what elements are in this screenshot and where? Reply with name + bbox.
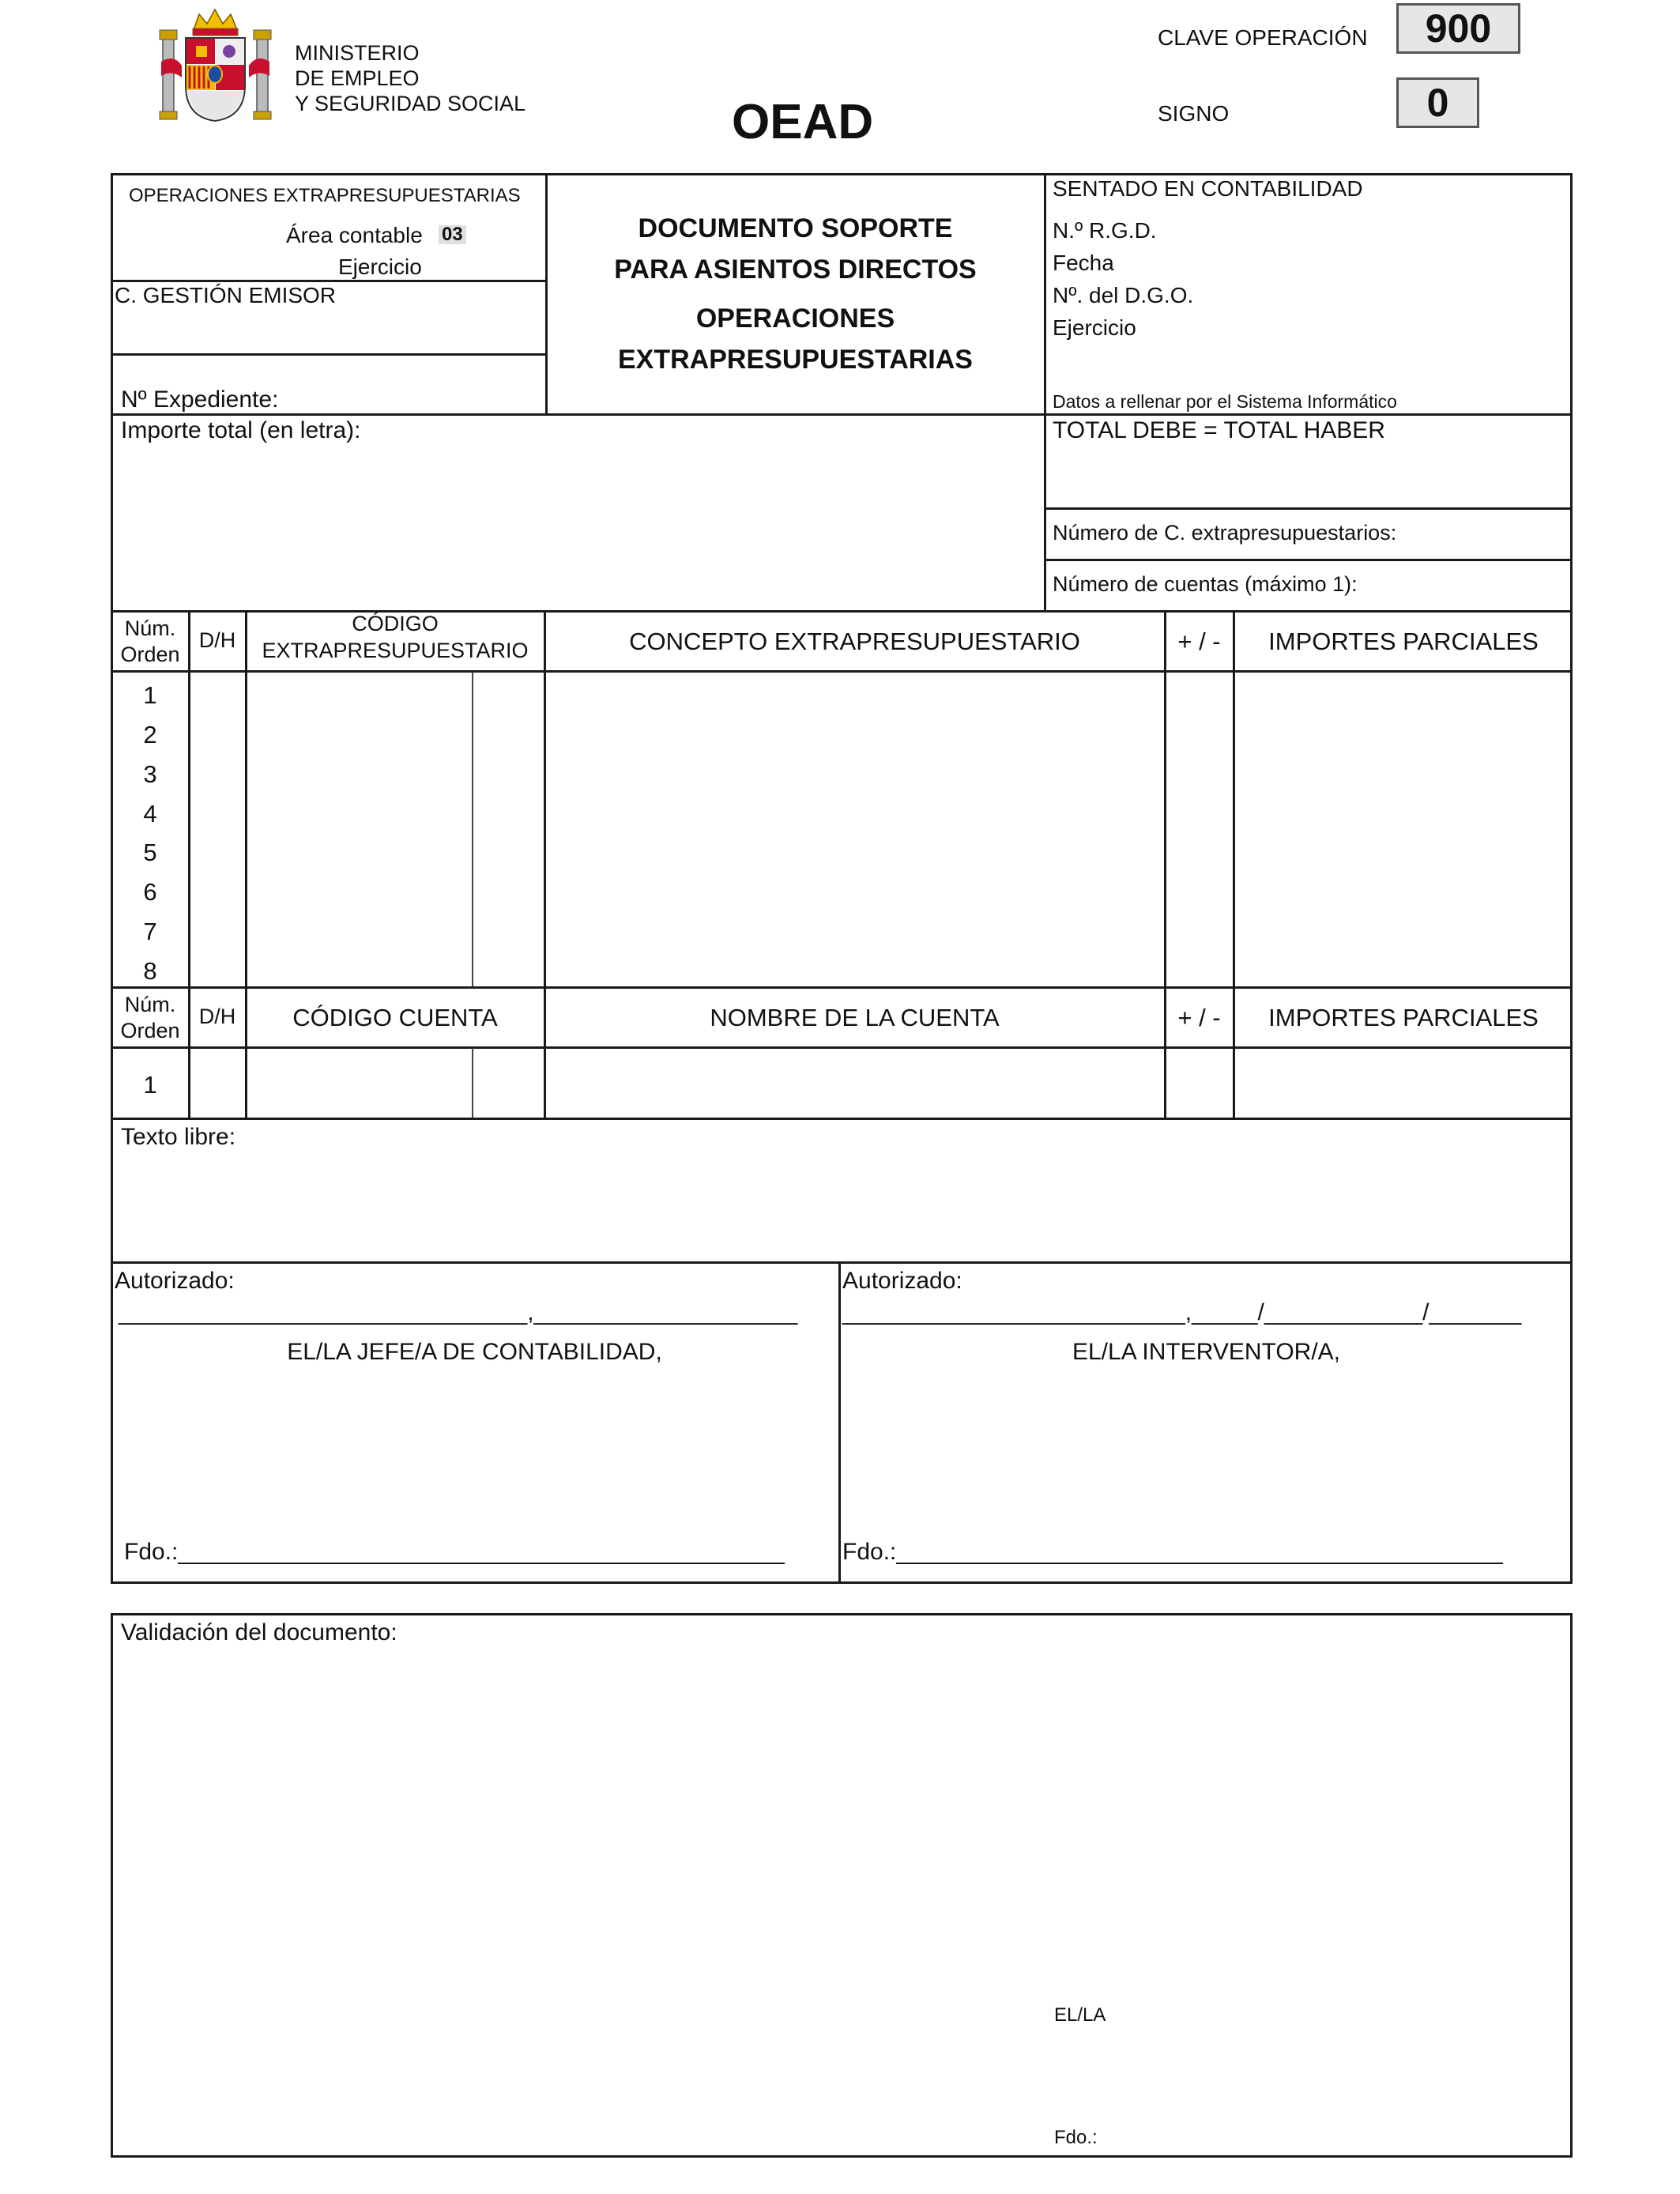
fdo-left-line: Fdo.:______________________________________________ [124,1539,785,1565]
rule [111,280,546,282]
num-c-extra-label: Número de C. extrapresupuestarios: [1053,521,1397,545]
rule [111,670,1573,673]
jefe-contabilidad-role: EL/LA JEFE/A DE CONTABILIDAD, [287,1339,662,1365]
table-row: 1 [143,681,157,709]
signo-label: SIGNO [1158,101,1230,126]
rule [1233,610,1235,1118]
table-row: 7 [143,918,157,945]
rule [111,1046,1573,1049]
clave-operacion-label: CLAVE OPERACIÓN [1158,25,1368,50]
doc-title-line-4: EXTRAPRESUPUESTARIAS [618,345,973,375]
ministry-line-1: MINISTERIO [295,41,420,65]
rule [111,413,1573,416]
table-row: 1 [143,1071,157,1099]
autorizado-left-line: _______________________________,____________________ [119,1299,798,1325]
t1-col-code-line2: EXTRAPRESUPUESTARIO [262,639,529,662]
table-row: 4 [143,800,157,827]
total-debe-haber: TOTAL DEBE = TOTAL HABER [1053,417,1385,443]
rule [111,1261,1573,1264]
rule [1044,507,1573,510]
validacion-label: Validación del documento: [121,1619,397,1646]
rule [1164,610,1166,1118]
ministry-line-3: Y SEGURIDAD SOCIAL [295,92,526,115]
rule [472,672,473,986]
gestion-emisor-label: C. GESTIÓN EMISOR [115,283,337,307]
t1-col-num-line2: Orden [120,643,180,666]
signo-value: 0 [1396,77,1479,128]
autorizado-right-line: __________________________,_____/____________/_______ [842,1299,1522,1325]
t2-col-dh: D/H [198,1005,236,1028]
t2-col-num-line2: Orden [120,1019,180,1042]
validacion-frame [111,1613,1573,2158]
t2-col-sign: + / - [1177,1004,1221,1031]
interventor-role: EL/LA INTERVENTOR/A, [1072,1339,1340,1365]
t2-col-code: CÓDIGO CUENTA [292,1004,498,1031]
doc-title-line-2: PARA ASIENTOS DIRECTOS [614,254,977,285]
rule [838,1261,841,1584]
system-note: Datos a rellenar por el Sistema Informático [1053,391,1397,412]
main-form-frame [111,173,1573,1584]
rule [545,173,548,415]
t1-col-code-line1: CÓDIGO [352,612,439,635]
table-row: 3 [143,760,157,788]
rule [1044,173,1046,612]
t1-col-sign: + / - [1177,628,1221,655]
dgo-label: Nº. del D.G.O. [1053,283,1194,307]
importe-letra-label: Importe total (en letra): [121,417,361,443]
ejercicio-right-label: Ejercicio [1053,315,1136,340]
fecha-label: Fecha [1053,251,1114,275]
rgd-label: N.º R.G.D. [1053,218,1157,243]
t2-col-amount: IMPORTES PARCIALES [1268,1004,1539,1031]
t1-col-amount: IMPORTES PARCIALES [1268,628,1539,655]
doc-title-line-3: OPERACIONES [695,303,895,334]
t2-col-name: NOMBRE DE LA CUENTA [710,1004,1000,1031]
validacion-fdo: Fdo.: [1054,2127,1098,2148]
autorizado-left-label: Autorizado: [115,1268,235,1294]
rule [245,610,247,1118]
expediente-label: Nº Expediente: [121,386,279,413]
rule [111,610,1573,613]
texto-libre-label: Texto libre: [121,1124,236,1150]
rule [472,1048,473,1118]
t1-col-num-line1: Núm. [124,616,176,640]
ejercicio-label: Ejercicio [338,254,422,279]
rule [111,1118,1573,1120]
ministry-line-2: DE EMPLEO [295,66,420,90]
t1-col-concept: CONCEPTO EXTRAPRESUPUESTARIO [629,628,1080,655]
table-row: 6 [143,878,157,906]
rule [111,986,1573,989]
clave-operacion-value: 900 [1396,3,1520,54]
table-row: 8 [143,957,157,985]
rule [544,610,546,1118]
area-contable-value: 03 [439,225,466,244]
fdo-right-line: Fdo.:______________________________________________ [842,1539,1503,1565]
num-cuentas-label: Número de cuentas (máximo 1): [1053,572,1358,596]
rule [111,353,546,356]
table-row: 5 [143,839,157,866]
coat-of-arms-logo [158,6,273,125]
t2-col-num-line1: Núm. [124,993,176,1016]
table-row: 2 [143,721,157,748]
sentado-title: SENTADO EN CONTABILIDAD [1053,176,1363,201]
validacion-ella: EL/LA [1054,2004,1106,2026]
t1-col-dh: D/H [198,628,236,652]
doc-title-line-1: DOCUMENTO SOPORTE [638,213,953,243]
area-contable-label: Área contable [286,223,423,247]
form-code-title: OEAD [732,95,874,149]
rule [1044,559,1573,561]
section-title: OPERACIONES EXTRAPRESUPUESTARIAS [129,185,521,206]
autorizado-right-label: Autorizado: [842,1268,962,1294]
